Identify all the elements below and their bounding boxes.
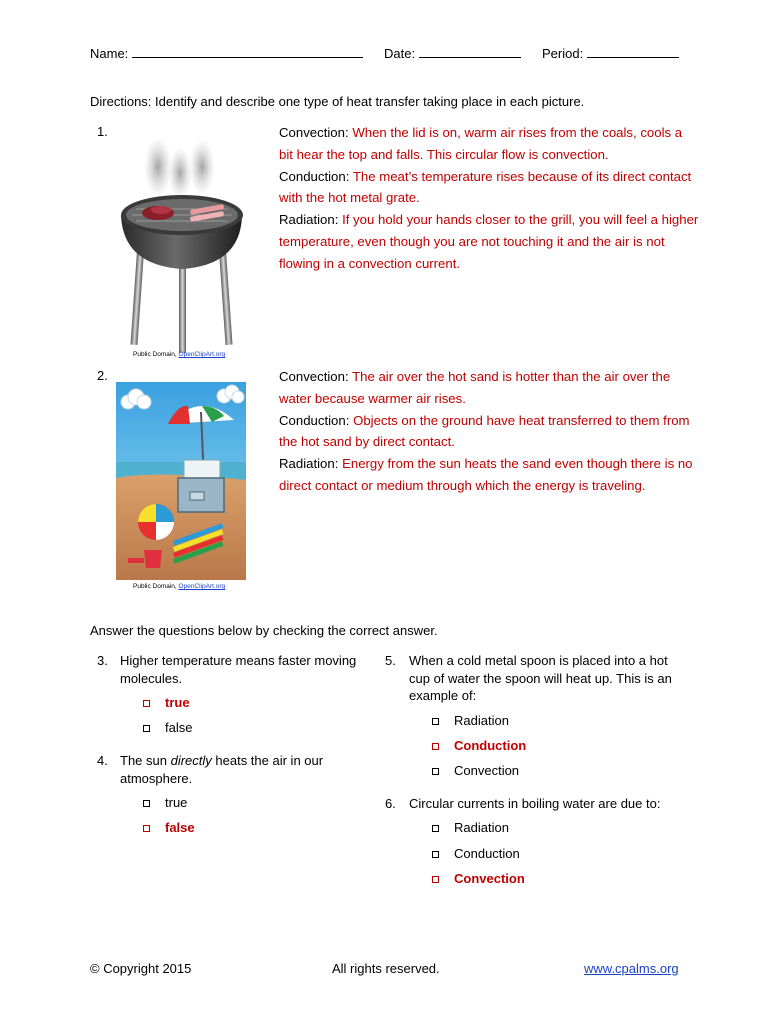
- picture-number-1: 1.: [97, 124, 108, 139]
- option-true[interactable]: true: [143, 695, 190, 710]
- answer-instructions: Answer the questions below by checking the correct answer.: [90, 623, 438, 638]
- beach-scene-icon: [116, 382, 246, 580]
- option-conduction[interactable]: Conduction: [432, 738, 526, 753]
- period-label: Period:: [542, 46, 584, 61]
- entry-text: If you hold your hands closer to the grill, you will feel a higher temperature, even though you are not touching it and the air is not flowing in a convection current.: [279, 212, 699, 271]
- option-radiation[interactable]: Radiation: [432, 713, 509, 728]
- option-radiation[interactable]: Radiation: [432, 820, 509, 835]
- openclipart-link[interactable]: OpenClipArt.org: [178, 351, 226, 358]
- checkbox-icon[interactable]: [432, 743, 439, 750]
- question-text: Circular currents in boiling water are due to:: [409, 796, 661, 811]
- question-text: When a cold metal spoon is placed into a hot cup of water the spoon will heat up. This is an example of:: [409, 653, 672, 703]
- picture-number-2: 2.: [97, 368, 108, 383]
- checkbox-icon[interactable]: [432, 718, 439, 725]
- barbecue-grill-icon: [118, 137, 248, 355]
- openclipart-link[interactable]: OpenClipArt.org: [178, 583, 226, 590]
- entry-label: Convection:: [279, 369, 349, 384]
- entry-text: Objects on the ground have heat transferred to them from the hot sand by direct contact.: [279, 412, 690, 450]
- picture-credit-1: Public Domain, OpenClipArt.org: [133, 351, 226, 358]
- checkbox-icon[interactable]: [143, 800, 150, 807]
- entry-label: Conduction:: [279, 412, 350, 428]
- cpalms-link[interactable]: www.cpalms.org: [584, 961, 679, 976]
- period-field[interactable]: [542, 46, 679, 61]
- question-text: The sun directly heats the air in our atmosphere.: [120, 753, 324, 786]
- picture-description-1: [279, 122, 699, 275]
- date-field[interactable]: [384, 46, 521, 61]
- checkbox-icon[interactable]: [432, 768, 439, 775]
- name-field[interactable]: [90, 46, 363, 61]
- picture-credit-2: Public Domain, OpenClipArt.org: [133, 583, 226, 590]
- entry-label: Conduction:: [279, 168, 350, 184]
- entry-label: Radiation:: [279, 212, 339, 228]
- question-number: 6.: [385, 796, 396, 811]
- checkbox-icon[interactable]: [432, 825, 439, 832]
- picture-description-2: [279, 366, 699, 497]
- question-number: 5.: [385, 653, 396, 668]
- date-blank[interactable]: [419, 57, 521, 58]
- name-blank[interactable]: [132, 57, 363, 58]
- period-blank[interactable]: [587, 57, 679, 58]
- copyright-text: © Copyright 2015: [90, 961, 192, 976]
- checkbox-icon[interactable]: [432, 876, 439, 883]
- option-true[interactable]: true: [143, 795, 187, 810]
- entry-text: When the lid is on, warm air rises from the coals, cools a bit hear the top and falls. This circular flow is convection.: [279, 125, 683, 162]
- checkbox-icon[interactable]: [143, 825, 150, 832]
- entry-text: The air over the hot sand is hotter than the air over the water because warmer air rises.: [279, 369, 671, 406]
- option-conduction[interactable]: Conduction: [432, 846, 520, 861]
- entry-label: Radiation:: [279, 456, 339, 472]
- question-text: Higher temperature means faster moving molecules.: [120, 653, 357, 686]
- directions-text: Directions: Identify and describe one type of heat transfer taking place in each picture.: [90, 94, 585, 109]
- entry-text: Energy from the sun heats the sand even though there is no direct contact or medium through which the energy is traveling.: [279, 456, 693, 493]
- option-false[interactable]: false: [143, 720, 192, 735]
- checkbox-icon[interactable]: [143, 725, 150, 732]
- question-number: 3.: [97, 653, 108, 668]
- date-label: Date:: [384, 46, 416, 61]
- footer-link-wrapper: [584, 961, 679, 976]
- checkbox-icon[interactable]: [143, 700, 150, 707]
- option-convection[interactable]: Convection: [432, 871, 525, 886]
- checkbox-icon[interactable]: [432, 851, 439, 858]
- name-label: Name:: [90, 46, 129, 61]
- rights-text: All rights reserved.: [332, 961, 440, 976]
- entry-text: The meat’s temperature rises because of its direct contact with the hot metal grate.: [279, 168, 692, 206]
- option-convection[interactable]: Convection: [432, 763, 519, 778]
- entry-label: Convection:: [279, 125, 349, 140]
- question-number: 4.: [97, 753, 108, 768]
- option-false[interactable]: false: [143, 820, 195, 835]
